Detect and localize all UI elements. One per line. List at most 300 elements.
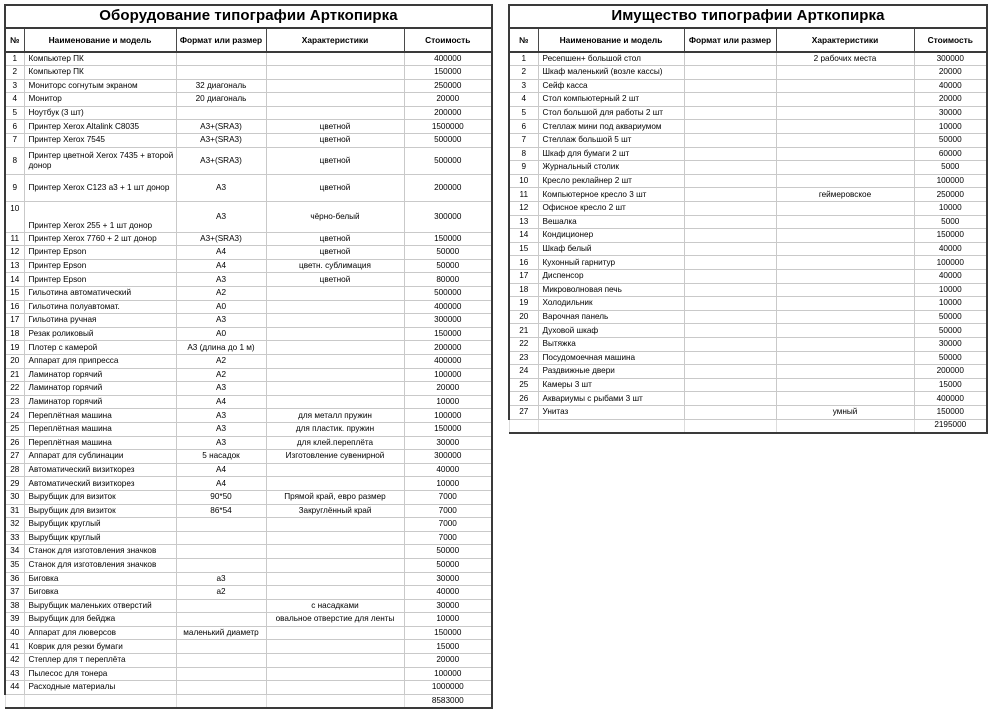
cell-characteristics	[266, 463, 404, 477]
cell-number: 23	[509, 351, 538, 365]
cell-format	[176, 558, 266, 572]
cell-format: А3	[176, 422, 266, 436]
cell-format	[684, 365, 776, 379]
cell-format: маленький диаметр	[176, 626, 266, 640]
cell-name: Журнальный столик	[538, 161, 684, 175]
cell-number: 34	[5, 545, 24, 559]
cell-name: Унитаз	[538, 405, 684, 419]
table-row[interactable]	[509, 392, 987, 406]
cell-number: 9	[509, 161, 538, 175]
table-row[interactable]	[5, 572, 492, 586]
cell-number: 24	[5, 409, 24, 423]
cell-format	[684, 270, 776, 284]
cell-characteristics	[266, 106, 404, 120]
equipment-title-row	[5, 5, 492, 28]
cell-number: 37	[5, 586, 24, 600]
table-row[interactable]	[509, 405, 987, 419]
table-row[interactable]	[5, 490, 492, 504]
cell-number: 7	[509, 134, 538, 148]
cell-name: Компьютер ПК	[24, 66, 176, 80]
cell-format	[684, 351, 776, 365]
table-row[interactable]	[509, 378, 987, 392]
cell-price: 40000	[914, 79, 987, 93]
cell-price: 40000	[914, 242, 987, 256]
cell-price: 50000	[404, 246, 492, 260]
table-row[interactable]	[5, 558, 492, 572]
cell-number: 15	[5, 287, 24, 301]
cell-characteristics: цветной	[266, 147, 404, 174]
cell-format: А4	[176, 259, 266, 273]
table-row[interactable]	[5, 52, 492, 66]
cell-price: 400000	[404, 52, 492, 66]
cell-name: Варочная панель	[538, 310, 684, 324]
cell-price: 20000	[404, 382, 492, 396]
cell-format: А3 (длина до 1 м)	[176, 341, 266, 355]
column-header-characteristics: Характеристики	[266, 28, 404, 52]
table-row[interactable]	[5, 246, 492, 260]
table-row[interactable]	[5, 134, 492, 148]
cell-number: 10	[5, 201, 24, 232]
cell-number: 7	[5, 134, 24, 148]
cell-number: 16	[509, 256, 538, 270]
table-row[interactable]	[5, 232, 492, 246]
cell-number: 4	[509, 93, 538, 107]
cell-format: А3	[176, 409, 266, 423]
column-header-name: Наименование и модель	[538, 28, 684, 52]
cell-format	[684, 174, 776, 188]
cell-price: 30000	[914, 106, 987, 120]
table-row[interactable]	[5, 545, 492, 559]
table-row[interactable]	[5, 327, 492, 341]
cell-name: Принтер Epson	[24, 273, 176, 287]
cell-characteristics	[776, 174, 914, 188]
cell-name: Автоматический визиткорез	[24, 477, 176, 491]
cell-name: Станок для изготовления значков	[24, 558, 176, 572]
cell-price: 10000	[914, 202, 987, 216]
table-row[interactable]	[509, 365, 987, 379]
table-row[interactable]	[5, 586, 492, 600]
cell-characteristics: для клей.переплёта	[266, 436, 404, 450]
table-row[interactable]	[509, 283, 987, 297]
cell-characteristics: цветн. сублимация	[266, 259, 404, 273]
cell-price: 10000	[404, 477, 492, 491]
cell-format: А2	[176, 287, 266, 301]
cell-price: 250000	[404, 79, 492, 93]
equipment-table	[4, 4, 493, 709]
cell-characteristics: цветной	[266, 273, 404, 287]
cell-number: 12	[509, 202, 538, 216]
cell-price: 200000	[404, 341, 492, 355]
cell-number: 18	[509, 283, 538, 297]
cell-number: 33	[5, 531, 24, 545]
table-row[interactable]	[5, 477, 492, 491]
cell-format	[684, 405, 776, 419]
cell-name: Ламинатор горячий	[24, 368, 176, 382]
cell-name: Пылесос для тонера	[24, 667, 176, 681]
table-row[interactable]	[509, 324, 987, 338]
cell-number: 41	[5, 640, 24, 654]
cell-characteristics	[776, 79, 914, 93]
cell-price: 400000	[404, 300, 492, 314]
cell-characteristics	[266, 314, 404, 328]
cell-format	[176, 531, 266, 545]
cell-name: Принтер Xerox 7760 + 2 шт донор	[24, 232, 176, 246]
cell-number: 38	[5, 599, 24, 613]
cell-characteristics: цветной	[266, 232, 404, 246]
cell-characteristics	[266, 545, 404, 559]
cell-name: Шкаф маленький (возле кассы)	[538, 66, 684, 80]
cell-price: 1000000	[404, 681, 492, 695]
table-row[interactable]	[509, 310, 987, 324]
cell-number: 22	[509, 337, 538, 351]
table-row[interactable]	[5, 147, 492, 174]
table-row[interactable]	[5, 287, 492, 301]
cell-number: 35	[5, 558, 24, 572]
cell-characteristics	[776, 270, 914, 284]
table-row[interactable]	[5, 599, 492, 613]
table-row[interactable]	[5, 355, 492, 369]
table-row[interactable]	[5, 422, 492, 436]
cell-characteristics	[776, 297, 914, 311]
table-row[interactable]	[509, 270, 987, 284]
cell-number: 25	[509, 378, 538, 392]
column-header-number: №	[5, 28, 24, 52]
cell-name: Принтер цветной Xerox 7435 + второй донор	[24, 147, 176, 174]
cell-price: 10000	[404, 395, 492, 409]
cell-characteristics	[266, 395, 404, 409]
cell-price: 150000	[404, 327, 492, 341]
cell-format	[684, 93, 776, 107]
table-row[interactable]	[509, 106, 987, 120]
cell-name: Кондиционер	[538, 229, 684, 243]
cell-number: 14	[509, 229, 538, 243]
cell-characteristics	[776, 310, 914, 324]
cell-format	[684, 337, 776, 351]
cell-format	[684, 66, 776, 80]
cell-name: Стеллаж большой 5 шт	[538, 134, 684, 148]
cell-format	[176, 599, 266, 613]
table-row[interactable]	[509, 202, 987, 216]
cell-characteristics	[266, 52, 404, 66]
cell-characteristics: 2 рабочих места	[776, 52, 914, 66]
cell-name: Вырубщик для бейджа	[24, 613, 176, 627]
cell-number: 21	[509, 324, 538, 338]
table-row[interactable]	[509, 229, 987, 243]
cell-name: Микроволновая печь	[538, 283, 684, 297]
cell-number: 1	[509, 52, 538, 66]
total-spacer-cell	[538, 419, 684, 433]
cell-format	[684, 52, 776, 66]
table-row[interactable]	[5, 436, 492, 450]
cell-format	[176, 654, 266, 668]
table-row[interactable]	[5, 79, 492, 93]
cell-characteristics	[266, 572, 404, 586]
cell-name: Переплётная машина	[24, 422, 176, 436]
table-row[interactable]	[5, 93, 492, 107]
cell-name: Ресепшен+ большой стол	[538, 52, 684, 66]
table-row[interactable]	[5, 463, 492, 477]
cell-characteristics: Изготовление сувенирной	[266, 450, 404, 464]
cell-name: Вырубщик круглый	[24, 531, 176, 545]
cell-characteristics	[776, 337, 914, 351]
cell-number: 19	[509, 297, 538, 311]
total-spacer-cell	[776, 419, 914, 433]
cell-number: 20	[509, 310, 538, 324]
cell-price: 300000	[404, 314, 492, 328]
cell-number: 11	[509, 188, 538, 202]
cell-price: 5000	[914, 215, 987, 229]
table-row[interactable]	[5, 640, 492, 654]
cell-price: 100000	[404, 667, 492, 681]
table-row[interactable]	[5, 382, 492, 396]
cell-characteristics: для металл пружин	[266, 409, 404, 423]
cell-name: Шкаф для бумаги 2 шт	[538, 147, 684, 161]
cell-number: 3	[5, 79, 24, 93]
cell-characteristics	[776, 161, 914, 175]
cell-format	[684, 202, 776, 216]
table-row[interactable]	[5, 654, 492, 668]
cell-price: 20000	[404, 654, 492, 668]
cell-price: 5000	[914, 161, 987, 175]
cell-characteristics: цветной	[266, 120, 404, 134]
cell-format	[176, 613, 266, 627]
table-row[interactable]	[5, 259, 492, 273]
table-row[interactable]	[5, 201, 492, 232]
cell-format: А4	[176, 463, 266, 477]
table-row[interactable]	[5, 300, 492, 314]
cell-name: Гильотина полуавтомат.	[24, 300, 176, 314]
cell-price: 40000	[914, 270, 987, 284]
equipment-header-row	[5, 28, 492, 52]
cell-number: 19	[5, 341, 24, 355]
cell-number: 17	[509, 270, 538, 284]
cell-price: 250000	[914, 188, 987, 202]
table-row[interactable]	[5, 409, 492, 423]
cell-name: Офисное кресло 2 шт	[538, 202, 684, 216]
cell-number: 17	[5, 314, 24, 328]
cell-characteristics	[776, 324, 914, 338]
cell-name: Плотер с камерой	[24, 341, 176, 355]
cell-price: 300000	[914, 52, 987, 66]
cell-name: Шкаф белый	[538, 242, 684, 256]
table-row[interactable]	[5, 450, 492, 464]
cell-characteristics	[266, 558, 404, 572]
cell-format	[684, 106, 776, 120]
cell-format	[684, 378, 776, 392]
cell-price: 200000	[404, 106, 492, 120]
cell-characteristics	[776, 256, 914, 270]
cell-price: 10000	[404, 613, 492, 627]
cell-price: 40000	[404, 463, 492, 477]
cell-format	[176, 52, 266, 66]
table-row[interactable]	[509, 174, 987, 188]
table-row[interactable]	[5, 395, 492, 409]
table-row[interactable]	[509, 256, 987, 270]
cell-characteristics: умный	[776, 405, 914, 419]
cell-characteristics: с насадками	[266, 599, 404, 613]
cell-name: Вырубщик круглый	[24, 518, 176, 532]
column-header-format: Формат или размер	[176, 28, 266, 52]
cell-price: 7000	[404, 504, 492, 518]
total-spacer-cell	[684, 419, 776, 433]
cell-number: 25	[5, 422, 24, 436]
table-row[interactable]	[509, 147, 987, 161]
cell-number: 15	[509, 242, 538, 256]
property-table	[508, 4, 988, 434]
table-row[interactable]	[509, 215, 987, 229]
cell-name: Переплётная машина	[24, 409, 176, 423]
cell-number: 30	[5, 490, 24, 504]
cell-format: А3+(SRA3)	[176, 147, 266, 174]
cell-number: 14	[5, 273, 24, 287]
cell-price: 150000	[404, 422, 492, 436]
cell-characteristics	[266, 681, 404, 695]
table-row[interactable]	[509, 52, 987, 66]
cell-number: 8	[509, 147, 538, 161]
cell-format: А4	[176, 477, 266, 491]
cell-price: 50000	[404, 545, 492, 559]
cell-number: 16	[5, 300, 24, 314]
cell-characteristics	[266, 341, 404, 355]
cell-number: 4	[5, 93, 24, 107]
table-row[interactable]	[5, 273, 492, 287]
cell-number: 31	[5, 504, 24, 518]
cell-name: Вырубщик маленьких отверстий	[24, 599, 176, 613]
table-row[interactable]	[509, 120, 987, 134]
table-row[interactable]	[5, 681, 492, 695]
cell-name: Гильотина автоматический	[24, 287, 176, 301]
cell-price: 150000	[914, 405, 987, 419]
cell-price: 50000	[404, 259, 492, 273]
cell-number: 20	[5, 355, 24, 369]
table-row[interactable]	[509, 337, 987, 351]
cell-price: 7000	[404, 518, 492, 532]
cell-number: 26	[509, 392, 538, 406]
cell-format	[684, 324, 776, 338]
table-row[interactable]	[5, 341, 492, 355]
cell-format	[684, 297, 776, 311]
cell-name: Гильотина ручная	[24, 314, 176, 328]
cell-price: 10000	[914, 297, 987, 311]
table-row[interactable]	[5, 368, 492, 382]
total-spacer-cell	[5, 694, 24, 708]
cell-name: Кухонный гарнитур	[538, 256, 684, 270]
cell-price: 100000	[404, 368, 492, 382]
cell-number: 42	[5, 654, 24, 668]
cell-number: 6	[509, 120, 538, 134]
cell-number: 40	[5, 626, 24, 640]
cell-price: 20000	[404, 93, 492, 107]
cell-characteristics: чёрно-белый	[266, 201, 404, 232]
cell-name: Стол компьютерный 2 шт	[538, 93, 684, 107]
table-row[interactable]	[5, 314, 492, 328]
cell-characteristics	[266, 654, 404, 668]
cell-name: Принтер Xerox 7545	[24, 134, 176, 148]
table-row[interactable]	[5, 504, 492, 518]
column-header-name: Наименование и модель	[24, 28, 176, 52]
table-row[interactable]	[509, 242, 987, 256]
table-row[interactable]	[509, 351, 987, 365]
table-row[interactable]	[5, 667, 492, 681]
table-row[interactable]	[509, 161, 987, 175]
cell-format	[176, 106, 266, 120]
table-row[interactable]	[5, 66, 492, 80]
table-row[interactable]	[509, 79, 987, 93]
cell-name: Кресло реклайнер 2 шт	[538, 174, 684, 188]
table-row[interactable]	[5, 120, 492, 134]
cell-characteristics	[776, 365, 914, 379]
cell-number: 43	[5, 667, 24, 681]
cell-characteristics	[266, 586, 404, 600]
column-header-price: Стоимость	[914, 28, 987, 52]
cell-number: 39	[5, 613, 24, 627]
cell-characteristics: овальное отверстие для ленты	[266, 613, 404, 627]
table-row[interactable]	[5, 626, 492, 640]
cell-format	[684, 188, 776, 202]
cell-characteristics	[776, 134, 914, 148]
cell-price: 10000	[914, 120, 987, 134]
cell-format: А2	[176, 368, 266, 382]
cell-characteristics	[776, 242, 914, 256]
cell-name: Ламинатор горячий	[24, 395, 176, 409]
cell-number: 18	[5, 327, 24, 341]
cell-number: 12	[5, 246, 24, 260]
table-row[interactable]	[509, 93, 987, 107]
table-row[interactable]	[509, 297, 987, 311]
cell-price: 150000	[914, 229, 987, 243]
cell-name: Автоматический визиткорез	[24, 463, 176, 477]
cell-price: 80000	[404, 273, 492, 287]
table-row[interactable]	[509, 134, 987, 148]
cell-format: А4	[176, 246, 266, 260]
cell-price: 40000	[404, 586, 492, 600]
cell-format: а2	[176, 586, 266, 600]
equipment-table-body	[5, 52, 492, 708]
cell-format	[176, 667, 266, 681]
cell-name: Биговка	[24, 572, 176, 586]
cell-format	[684, 392, 776, 406]
cell-name: Переплётная машина	[24, 436, 176, 450]
cell-price: 500000	[404, 287, 492, 301]
table-row[interactable]	[5, 531, 492, 545]
property-title-row	[509, 5, 987, 28]
cell-characteristics	[776, 215, 914, 229]
cell-number: 5	[509, 106, 538, 120]
cell-name: Духовой шкаф	[538, 324, 684, 338]
cell-name: Степлер для т переплёта	[24, 654, 176, 668]
cell-name: Компьютерное кресло 3 шт	[538, 188, 684, 202]
table-row[interactable]	[5, 613, 492, 627]
table-row[interactable]	[5, 518, 492, 532]
cell-number: 13	[509, 215, 538, 229]
table-row[interactable]	[509, 188, 987, 202]
cell-characteristics	[776, 106, 914, 120]
cell-price: 30000	[404, 572, 492, 586]
table-row[interactable]	[509, 66, 987, 80]
cell-number: 6	[5, 120, 24, 134]
table-row[interactable]	[5, 106, 492, 120]
cell-name: Раздвижные двери	[538, 365, 684, 379]
cell-format: А3+(SRA3)	[176, 134, 266, 148]
cell-format	[684, 79, 776, 93]
cell-format	[684, 120, 776, 134]
cell-name: Камеры 3 шт	[538, 378, 684, 392]
table-row[interactable]	[5, 174, 492, 201]
cell-price: 100000	[404, 409, 492, 423]
cell-price: 50000	[914, 324, 987, 338]
cell-number: 36	[5, 572, 24, 586]
cell-name: Диспенсор	[538, 270, 684, 284]
